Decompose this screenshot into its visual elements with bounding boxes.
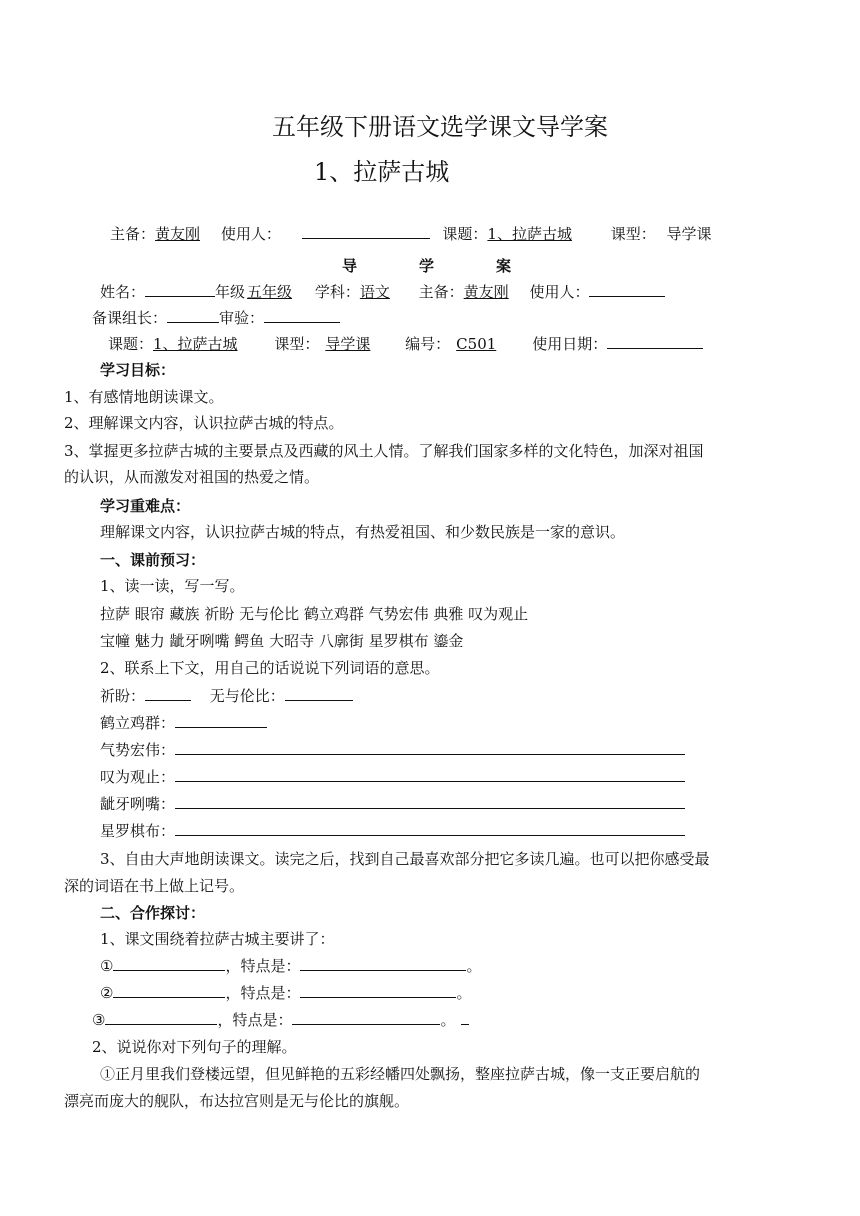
page-title: 五年级下册语文选学课文导学案 [272, 113, 608, 141]
info-line-3 [108, 334, 703, 354]
lesson-subtitle: 1、拉萨古城 [314, 158, 450, 186]
subject-value: 语文 [359, 283, 390, 301]
section1-q1: 1、读一读，写一写。 [100, 577, 245, 595]
goal-item-cont: 的认识，从而激发对祖国的热爱之情。 [64, 468, 320, 486]
zuzhang-label: 备课组长： [92, 309, 168, 327]
circle-number-3: ③ [92, 1011, 106, 1029]
section1-q2: 2、联系上下文，用自己的话说说下列词语的意思。 [100, 659, 440, 677]
goal-item: 1、有感情地朗读课文。 [64, 388, 224, 406]
answer-blank[interactable] [175, 821, 685, 836]
shiyongren-label-2: 使用人： [529, 283, 590, 301]
term-qishi: 气势宏伟： [100, 741, 176, 759]
feature-row: ③ ，特点是： 。 [92, 1010, 469, 1030]
name-blank[interactable] [145, 282, 215, 297]
section1-q3: 3、自由大声地朗读课文。读完之后，找到自己最喜欢部分把它多读几遍。也可以把你感受最 [100, 850, 710, 868]
term-heli: 鹤立鸡群： [100, 714, 176, 732]
term-qipan: 祈盼： [100, 687, 146, 705]
term-row-qipan [100, 686, 353, 706]
header-line [110, 224, 712, 244]
subject-label: 学科： [314, 283, 360, 301]
answer-blank[interactable] [461, 1010, 469, 1025]
info-line-1 [100, 282, 665, 302]
shiyongren-blank-2[interactable] [589, 282, 665, 297]
section1-heading: 一、课前预习： [100, 551, 206, 569]
section2-heading: 二、合作探讨： [100, 904, 206, 922]
key-heading: 学习重难点： [100, 497, 191, 515]
answer-blank[interactable] [285, 686, 353, 701]
feature-row: ② ，特点是： 。 [100, 984, 472, 1002]
answer-blank[interactable] [175, 713, 267, 728]
term-tanwei: 叹为观止： [100, 768, 176, 786]
zuzhang-blank[interactable] [167, 308, 219, 323]
date-blank[interactable] [607, 334, 703, 349]
keti-value: 1、拉萨古城 [487, 225, 572, 243]
term-row-heli [100, 713, 267, 733]
term-wuyu: 无与伦比： [209, 687, 285, 705]
section2-q1: 1、课文围绕着拉萨古城主要讲了： [100, 930, 335, 948]
grade-value: 五年级 [247, 283, 293, 301]
zhubei-label-2: 主备： [418, 283, 464, 301]
answer-blank[interactable] [300, 983, 456, 998]
sentence-1: ①正月里我们登楼远望，但见鲜艳的五彩经幡四处飘扬，整座拉萨古城，像一支正要启航的 [100, 1065, 701, 1083]
kexing-value: 导学课 [666, 225, 712, 243]
circle-number-1: ① [100, 957, 114, 975]
grade-label: 年级 [215, 283, 246, 301]
section1-q3-cont: 深的词语在书上做上记号。 [64, 877, 245, 895]
bianhao-value: C501 [456, 335, 497, 353]
goal-item: 2、理解课文内容，认识拉萨古城的特点。 [64, 414, 344, 432]
answer-blank[interactable] [292, 1010, 440, 1025]
zhubei-label: 主备： [110, 225, 156, 243]
zhubei-value-2: 黄友刚 [463, 283, 509, 301]
shenyan-blank[interactable] [264, 308, 340, 323]
term-row-tanwei [100, 767, 685, 787]
words-line-2: 宝幢 魅力 龇牙咧嘴 鳄鱼 大昭寺 八廓街 星罗棋布 鎏金 [100, 632, 464, 650]
keti-value-2: 1、拉萨古城 [153, 335, 238, 353]
bianhao-label: 编号： [405, 335, 451, 353]
answer-blank[interactable] [175, 740, 685, 755]
sentence-1-cont: 漂亮而庞大的舰队，布达拉宫则是无与伦比的旗舰。 [64, 1092, 410, 1110]
goal-item: 3、掌握更多拉萨古城的主要景点及西藏的风土人情。了解我们国家多样的文化特色，加深对祖国 [64, 442, 704, 460]
answer-blank[interactable] [113, 956, 225, 971]
term-ziya: 龇牙咧嘴： [100, 795, 176, 813]
key-text: 理解课文内容，认识拉萨古城的特点，有热爱祖国、和少数民族是一家的意识。 [100, 523, 626, 541]
answer-blank[interactable] [145, 686, 191, 701]
keti-label: 课题： [442, 225, 488, 243]
answer-blank[interactable] [113, 983, 225, 998]
answer-blank[interactable] [105, 1010, 217, 1025]
shiyongren-label: 使用人： [220, 225, 281, 243]
zhubei-value: 黄友刚 [155, 225, 201, 243]
date-label: 使用日期： [532, 335, 608, 353]
section2-q2: 2、说说你对下列句子的理解。 [92, 1038, 297, 1056]
name-label: 姓名： [100, 283, 146, 301]
info-line-2 [92, 308, 340, 328]
shiyongren-blank[interactable] [302, 224, 430, 239]
circle-number-2: ② [100, 984, 114, 1002]
answer-blank[interactable] [175, 767, 685, 782]
term-row-ziya [100, 794, 685, 814]
kexing-label: 课型： [610, 225, 656, 243]
answer-blank[interactable] [175, 794, 685, 809]
keti-label-2: 课题： [108, 335, 154, 353]
goals-heading: 学习目标： [100, 361, 176, 379]
shenyan-label: 审验： [219, 309, 265, 327]
kexing-value-2: 导学课 [325, 335, 371, 353]
term-row-xingluo [100, 821, 685, 841]
term-row-qishi [100, 740, 685, 760]
kexing-label-2: 课型： [274, 335, 320, 353]
words-line-1: 拉萨 眼帘 藏族 祈盼 无与伦比 鹤立鸡群 气势宏伟 典雅 叹为观止 [100, 605, 529, 623]
term-xingluo: 星罗棋布： [100, 822, 176, 840]
daoxuean-heading: 导 学 案 [342, 257, 512, 275]
answer-blank[interactable] [300, 956, 466, 971]
feature-row: ① ，特点是： 。 [100, 957, 482, 975]
